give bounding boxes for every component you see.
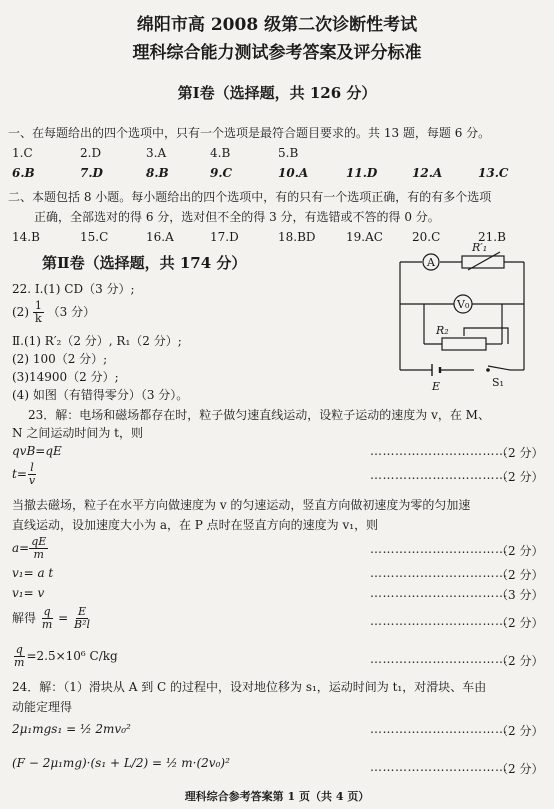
fraction-denominator: B²l xyxy=(74,618,91,631)
score-1: （2 分） xyxy=(496,446,544,460)
fraction-q-over-m xyxy=(40,606,54,631)
fraction-denominator: v xyxy=(28,474,36,487)
q-over-m-value: =2.5×10⁶ C/kg xyxy=(26,649,118,663)
equation-solution-q-over-m xyxy=(12,606,92,631)
leader-dots: …………………………… xyxy=(370,652,508,666)
q23-line2: N 之间运动时间为 t，则 xyxy=(12,426,143,440)
q22-part1-2-prefix: (2) xyxy=(12,305,29,319)
q22-part2-2: (2) 100（2 分）; xyxy=(12,352,108,366)
part2-heading: 第Ⅱ卷（选择题，共 174 分） xyxy=(42,254,247,272)
score-5: （3 分） xyxy=(496,588,544,602)
equation-t-l-over-v xyxy=(12,462,37,487)
solution-prefix: 解得 xyxy=(12,611,37,625)
answer-6: 6.B xyxy=(12,166,35,180)
score-2: （2 分） xyxy=(496,470,544,484)
fraction-qE-over-m xyxy=(29,536,48,561)
document-subtitle: 理科综合能力测试参考答案及评分标准 xyxy=(132,43,422,63)
answer-7: 7.D xyxy=(80,166,103,180)
part1-q2-intro-line1: 二、本题包括 8 小题。每小题给出的四个选项中，有的只有一个选项正确，有的有多个选项 xyxy=(8,190,492,204)
q23-line1: 23．解：电场和磁场都存在时，粒子做匀速直线运动，设粒子运动的速度为 v，在 M、 xyxy=(28,408,490,422)
fraction-numerator: qE xyxy=(31,535,47,548)
switch-contact xyxy=(486,368,490,372)
answer-14: 14.B xyxy=(12,230,40,244)
leader-dots: …………………………… xyxy=(370,722,508,736)
answer-3: 3.A xyxy=(146,146,167,160)
score-7: （2 分） xyxy=(496,654,544,668)
q23-line4: 直线运动，设加速度大小为 a，在 P 点时在竖直方向的速度为 v₁，则 xyxy=(12,518,379,532)
answer-17: 17.D xyxy=(210,230,239,244)
leader-dots: …………………………… xyxy=(370,542,508,556)
leader-dots: …………………………… xyxy=(370,586,508,600)
answer-21: 21.B xyxy=(478,230,506,244)
part1-q2-intro-line2: 正确，全部选对的得 6 分，选对但不全的得 3 分，有选错或不答的得 0 分。 xyxy=(34,210,440,224)
q22-part2-1: Ⅱ.(1) R′₂（2 分）, R₁（2 分）; xyxy=(12,334,182,348)
answer-2: 2.D xyxy=(80,146,102,160)
answer-15: 15.C xyxy=(80,230,109,244)
fraction-denominator: m xyxy=(14,656,25,669)
score-6: （2 分） xyxy=(496,616,544,630)
q22-part1-2-score: （3 分） xyxy=(47,305,96,319)
part1-heading: 第Ⅰ卷（选择题，共 126 分） xyxy=(177,84,377,102)
answer-4: 4.B xyxy=(210,146,231,160)
answer-13: 13.C xyxy=(478,166,509,180)
fraction-denominator: k xyxy=(34,312,42,325)
page-footer: 理科综合参考答案第 1 页（共 4 页） xyxy=(184,790,370,803)
equation-work-energy-1: 2μ₁mgs₁ = ½ 2mv₀² xyxy=(12,722,131,736)
q22-part2-4: (4) 如图（有错得零分）（3 分）。 xyxy=(12,388,189,402)
answer-12: 12.A xyxy=(412,166,443,180)
leader-dots: …………………………… xyxy=(370,614,508,628)
q24-line1: 24．解：（1）滑块从 A 到 C 的过程中，设对地位移为 s₁，运动时间为 t₁，对滑块、车由 xyxy=(12,680,487,694)
q23-line3: 当撤去磁场，粒子在水平方向做速度为 v 的匀速运动，竖直方向做初速度为零的匀加速 xyxy=(12,498,471,512)
answer-10: 10.A xyxy=(278,166,309,180)
equals-sign: = xyxy=(58,611,69,625)
fraction-numerator: q xyxy=(43,605,51,618)
leader-dots: …………………………… xyxy=(370,444,508,458)
battery-label: E xyxy=(432,380,441,393)
equation-v1-v: v₁= v xyxy=(12,586,45,600)
equation-v1-at: v₁= a t xyxy=(12,566,54,580)
answer-9: 9.C xyxy=(210,166,233,180)
voltmeter-label: V₀ xyxy=(457,298,470,311)
fraction-E-over-B2l xyxy=(72,606,92,631)
resistor-label: R₂ xyxy=(436,324,449,337)
score-4: （2 分） xyxy=(496,568,544,582)
answer-16: 16.A xyxy=(146,230,174,244)
answer-8: 8.B xyxy=(146,166,169,180)
answer-18: 18.BD xyxy=(278,230,316,244)
leader-dots: …………………………… xyxy=(370,468,508,482)
q22-part1-1: 22. Ⅰ.(1) CD（3 分）; xyxy=(12,282,135,296)
answer-5: 5.B xyxy=(278,146,299,160)
equation-a-prefix: a= xyxy=(12,541,30,555)
equation-q-over-m-value xyxy=(12,644,118,669)
answer-1: 1.C xyxy=(12,146,33,160)
answer-19: 19.AC xyxy=(346,230,383,244)
score-3: （2 分） xyxy=(496,544,544,558)
fraction-denominator: m xyxy=(33,548,44,561)
fraction-1-over-k xyxy=(33,300,44,325)
switch-label: S₁ xyxy=(492,376,504,389)
q22-part1-2 xyxy=(12,300,95,325)
fraction-q-over-m xyxy=(12,644,26,669)
answer-11: 11.D xyxy=(346,166,378,180)
circuit-diagram xyxy=(392,241,534,394)
fraction-numerator: l xyxy=(30,461,34,474)
fraction-numerator: q xyxy=(15,643,23,656)
leader-dots: …………………………… xyxy=(370,760,508,774)
equation-work-energy-2: (F − 2μ₁mg)·(s₁ + L/2) = ½ m·(2v₀)² xyxy=(12,756,230,770)
equation-t-prefix: t= xyxy=(12,467,27,481)
score-9: （2 分） xyxy=(496,762,544,776)
q22-part2-3: (3)14900（2 分）; xyxy=(12,370,119,384)
fraction-numerator: E xyxy=(77,605,87,618)
fraction-denominator: m xyxy=(41,618,53,631)
score-8: （2 分） xyxy=(496,724,544,738)
leader-dots: …………………………… xyxy=(370,566,508,580)
ammeter-label: A xyxy=(427,256,435,269)
document-title: 绵阳市高 2008 级第二次诊断性考试 xyxy=(136,15,418,35)
fraction-numerator: 1 xyxy=(34,299,42,312)
fraction-l-over-v xyxy=(27,462,37,487)
q24-line2: 动能定理得 xyxy=(12,700,73,714)
equation-a-qE-over-m xyxy=(12,536,48,561)
part1-q1-intro: 一、在每题给出的四个选项中，只有一个选项是最符合题目要求的。共 13 题，每题 6 分。 xyxy=(8,126,491,140)
equation-qvB-qE: qvB=qE xyxy=(12,444,62,458)
rheostat-label: R′₁ xyxy=(472,241,488,254)
answer-20: 20.C xyxy=(412,230,441,244)
